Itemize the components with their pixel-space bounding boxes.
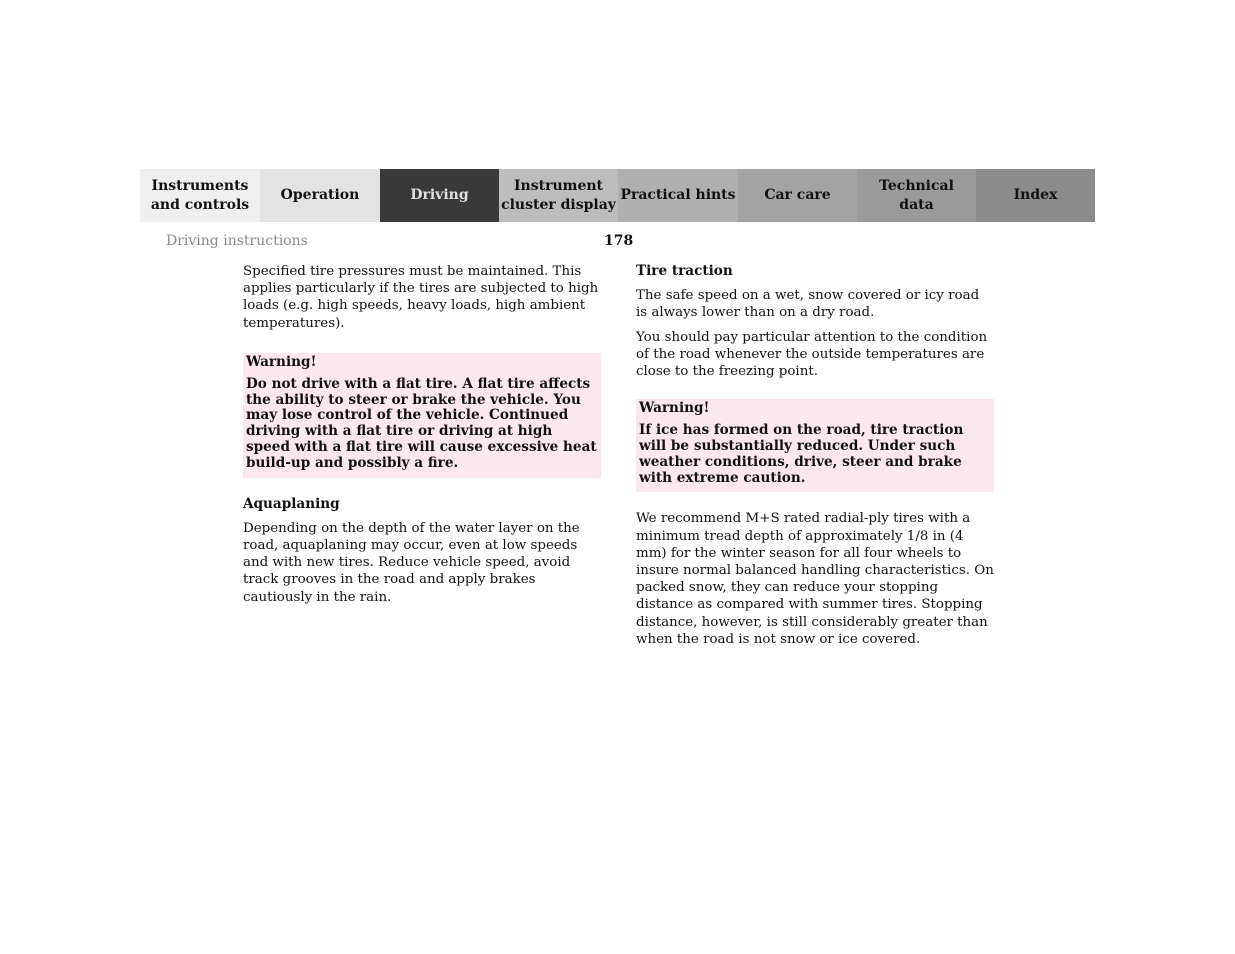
tab-driving[interactable]: Driving xyxy=(380,169,499,222)
right-column xyxy=(636,263,994,655)
tab-technical-data[interactable]: Technical data xyxy=(857,169,976,222)
aquaplaning-heading: Aquaplaning xyxy=(243,495,340,512)
aquaplaning-paragraph: Depending on the depth of the water layer on the road, aquaplaning may occur, even at low speeds and with new tires. Reduce vehicle speed, avoid track grooves in the road and apply brakes cautiously in the rain. xyxy=(243,520,580,605)
winter-tires-paragraph: We recommend M+S rated radial-ply tires with a minimum tread depth of approximately 1/8 in (4 mm) for the winter season for all four wheels to insure normal balanced handling characteristics. On packed snow, they can reduce your stopping distance as compared with summer tires. Stopping distance, however, is still considerably greater than when the road is not snow or ice covered. xyxy=(636,511,994,647)
ice-warning-box xyxy=(636,399,994,492)
warning-text: Do not drive with a flat tire. A flat tire affects the ability to steer or brake the vehicle. You may lose control of the vehicle. Continued driving with a flat tire or driving at high speed with a flat tire will cause excessive heat build-up and possibly a fire. xyxy=(246,375,597,471)
section-title: Driving instructions xyxy=(166,233,308,249)
tab-car-care[interactable]: Car care xyxy=(738,169,857,222)
traction-paragraph-2: You should pay particular attention to the condition of the road whenever the outside temperatures are close to the freezing point. xyxy=(636,329,988,380)
traction-paragraph-1: The safe speed on a wet, snow covered or icy road is always lower than on a dry road. xyxy=(636,288,980,321)
tire-pressure-paragraph: Specified tire pressures must be maintained. This applies particularly if the tires are subjected to high loads (e.g. high speeds, heavy loads, high ambient temperatures). xyxy=(243,264,599,331)
spacer xyxy=(636,387,994,399)
tab-operation[interactable]: Operation xyxy=(260,169,380,222)
page-number: 178 xyxy=(604,233,634,249)
chapter-tab-bar xyxy=(140,169,1095,222)
tire-traction-heading: Tire traction xyxy=(636,263,733,279)
left-column xyxy=(243,263,601,613)
warning-title: Warning! xyxy=(639,400,710,417)
spacer xyxy=(243,339,601,353)
warning-text: If ice has formed on the road, tire traction will be substantially reduced. Under such weather conditions, drive, steer and brake with extreme caution. xyxy=(639,422,964,486)
tab-practical-hints[interactable]: Practical hints xyxy=(618,169,738,222)
tab-index[interactable]: Index xyxy=(976,169,1095,222)
warning-title: Warning! xyxy=(246,353,317,370)
tab-instruments-and-controls[interactable]: Instruments and controls xyxy=(140,169,260,222)
tab-instrument-cluster-display[interactable]: Instrument cluster display xyxy=(499,169,618,222)
flat-tire-warning-box xyxy=(243,353,601,478)
